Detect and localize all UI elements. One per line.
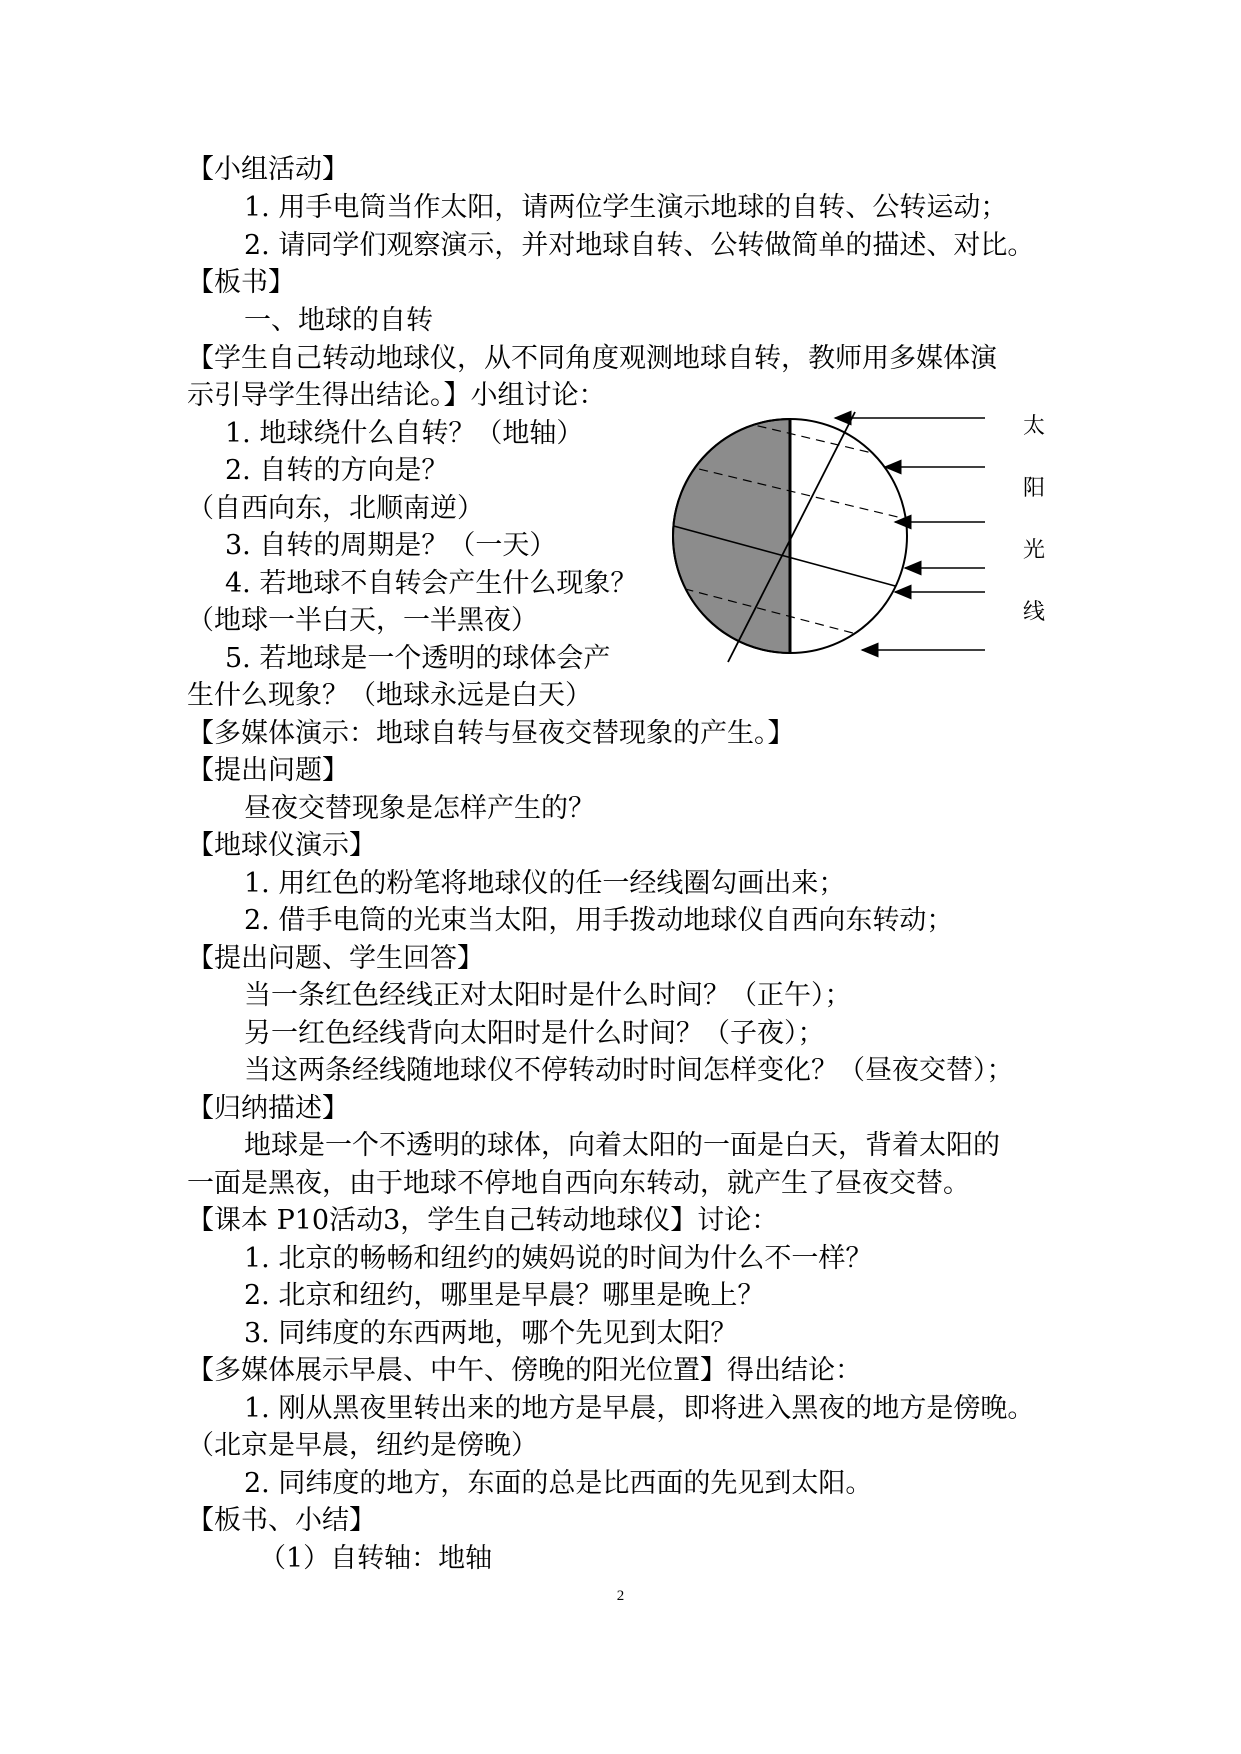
text-line: 2. 同纬度的地方，东面的总是比西面的先见到太阳。 bbox=[244, 1468, 873, 1499]
text-line: 1. 地球绕什么自转？（地轴） bbox=[225, 418, 584, 449]
page-number: 2 bbox=[616, 1588, 625, 1604]
text-line: 2. 自转的方向是？ bbox=[225, 455, 449, 486]
text-line: （地球一半白天，一半黑夜） bbox=[187, 605, 538, 636]
text-line: 另一红色经线背向太阳时是什么时间？（子夜）； bbox=[244, 1018, 825, 1049]
text-line: 2. 北京和纽约，哪里是早晨？哪里是晚上？ bbox=[244, 1280, 765, 1311]
sunlight-label-char: 太 bbox=[1023, 414, 1046, 439]
night-hemisphere bbox=[673, 419, 790, 653]
text-line: 一、地球的自转 bbox=[244, 305, 433, 336]
text-line: 4. 若地球不自转会产生什么现象？ bbox=[225, 568, 638, 599]
heading-board-summary: 【板书、小结】 bbox=[187, 1505, 376, 1536]
heading-group-activity: 【小组活动】 bbox=[187, 154, 349, 185]
text-line: 昼夜交替现象是怎样产生的？ bbox=[244, 793, 595, 824]
text-line: （1）自转轴：地轴 bbox=[259, 1543, 493, 1574]
text-line: 1. 刚从黑夜里转出来的地方是早晨，即将进入黑夜的地方是傍晚。 bbox=[244, 1393, 1035, 1424]
text-line: （自西向东，北顺南逆） bbox=[187, 493, 484, 524]
sunlight-arrows bbox=[835, 418, 985, 650]
heading-qa: 【提出问题、学生回答】 bbox=[187, 943, 484, 974]
text-line: 当一条红色经线正对太阳时是什么时间？（正午）； bbox=[244, 980, 852, 1011]
text-line: 示引导学生得出结论。】小组讨论： bbox=[187, 380, 606, 411]
text-line: 3. 自转的周期是？（一天） bbox=[225, 530, 557, 561]
text-line: 当这两条经线随地球仪不停转动时时间怎样变化？（昼夜交替）； bbox=[244, 1055, 1014, 1086]
heading-globe-demo: 【地球仪演示】 bbox=[187, 830, 376, 861]
text-line: 3. 同纬度的东西两地，哪个先见到太阳？ bbox=[244, 1318, 738, 1349]
sunlight-label bbox=[1023, 414, 1045, 625]
text-line: 5. 若地球是一个透明的球体会产 bbox=[225, 643, 611, 674]
earth-rotation-diagram bbox=[670, 400, 1070, 690]
text-line: 【学生自己转动地球仪，从不同角度观测地球自转，教师用多媒体演 bbox=[187, 343, 997, 374]
text-line: 地球是一个不透明的球体，向着太阳的一面是白天，背着太阳的 bbox=[244, 1130, 1000, 1161]
sunlight-label-char: 阳 bbox=[1023, 476, 1046, 501]
text-line: 1. 北京的畅畅和纽约的姨妈说的时间为什么不一样？ bbox=[244, 1243, 873, 1274]
text-line: 【多媒体演示：地球自转与昼夜交替现象的产生。】 bbox=[187, 718, 795, 749]
text-line: 2. 借手电筒的光束当太阳，用手拨动地球仪自西向东转动； bbox=[244, 905, 954, 936]
text-line: （北京是早晨，纽约是傍晚） bbox=[187, 1430, 538, 1461]
text-line: 1. 用手电筒当作太阳，请两位学生演示地球的自转、公转运动； bbox=[244, 192, 1008, 223]
text-line: 【多媒体展示早晨、中午、傍晚的阳光位置】得出结论： bbox=[187, 1355, 862, 1386]
sunlight-label-char: 光 bbox=[1023, 538, 1046, 563]
text-line: 生什么现象？（地球永远是白天） bbox=[187, 680, 592, 711]
heading-question: 【提出问题】 bbox=[187, 755, 349, 786]
text-line: 一面是黑夜，由于地球不停地自西向东转动，就产生了昼夜交替。 bbox=[187, 1168, 970, 1199]
text-line: 1. 用红色的粉笔将地球仪的任一经线圈勾画出来； bbox=[244, 868, 846, 899]
heading-blackboard: 【板书】 bbox=[187, 267, 295, 298]
text-line: 【课本 P10活动3，学生自己转动地球仪】讨论： bbox=[187, 1205, 779, 1236]
sunlight-label-char: 线 bbox=[1023, 600, 1046, 625]
text-line: 2. 请同学们观察演示，并对地球自转、公转做简单的描述、对比。 bbox=[244, 230, 1035, 261]
heading-summary: 【归纳描述】 bbox=[187, 1093, 349, 1124]
